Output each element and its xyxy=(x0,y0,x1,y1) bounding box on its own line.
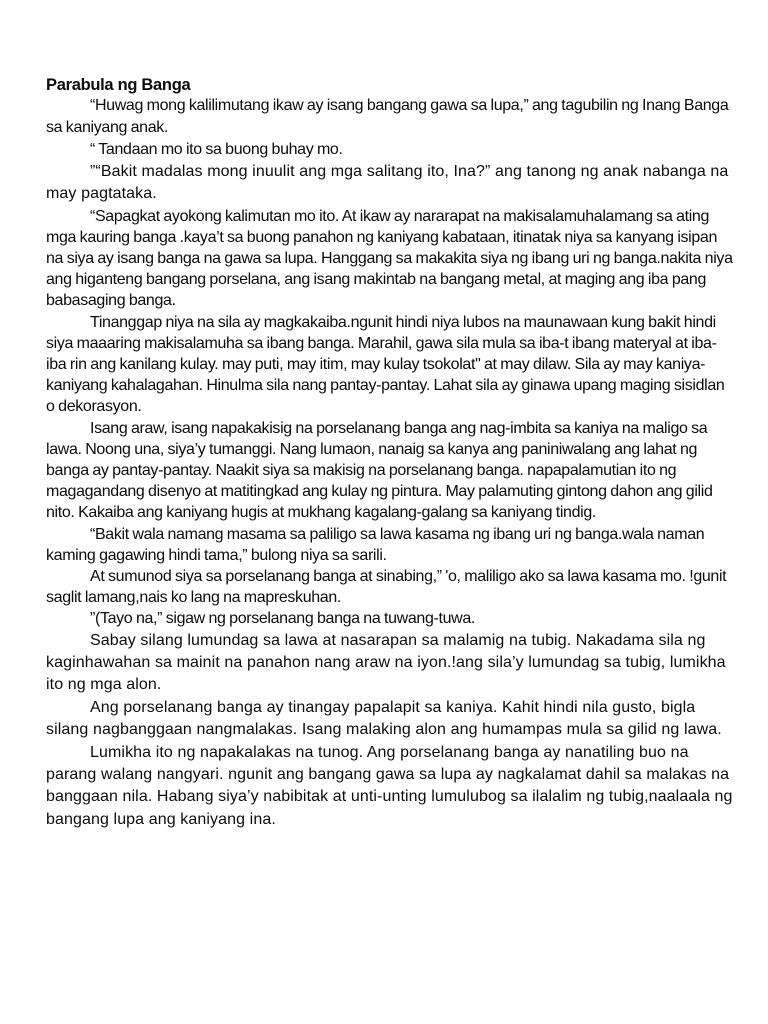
paragraph: ”(Tayo na,” sigaw ng porselanang banga na tuwang-tuwa. xyxy=(90,610,475,628)
paragraph: Tinanggap niya na sila ay magkakaiba.ngunit hindi niya lubos na maunawaan kung bakit hindi siya maaaring makisalamuha sa ibang banga. Marahil, gawa sila mula sa iba-t ibang materyal at iba-iba rin ang kanilang kulay. may puti, may itim, may kulay tsokolat" at may dilaw. Sila ay may kaniya-kaniyang kahalagahan. Hinulma sila nang pantay-pantay. Lahat sila ay ginawa upang maging sisidlan o dekorasyon. xyxy=(46,313,725,416)
paragraph: Ang porselanang banga ay tinangay papalapit sa kaniya. Kahit hindi nila gusto, bigla silang nagbanggaan nangmalakas. Isang malaking alon ang humampas mula sa gilid ng lawa. xyxy=(46,698,722,739)
document-page xyxy=(46,76,736,831)
paragraph: At sumunod siya sa porselanang banga at sinabing,” 'o, maliligo ako sa lawa kasama mo. !gunit saglit lamang,nais ko lang na mapreskuhan. xyxy=(46,567,727,607)
paragraph: ”“Bakit madalas mong inuulit ang mga salitang ito, Ina?” ang tanong ng anak nabanga na may pagtataka. xyxy=(46,162,729,203)
paragraph: “Sapagkat ayokong kalimutan mo ito. At ikaw ay nararapat na makisalamuhalamang sa ating mga kauring banga .kaya’t sa buong panahon ng kaniyang kabataan, itinatak niya sa kanyang isipan na siya ay isang banga na gawa sa lupa. Hanggang sa makakita siya ng ibang uri ng banga.nakita niya ang higanteng bangang porselana, ang isang makintab na bangang metal, at maging ang iba pang babasaging banga. xyxy=(46,207,733,310)
paragraph: Isang araw, isang napakakisig na porselanang banga ang nag-imbita sa kaniya na maligo sa lawa. Noong una, siya’y tumanggi. Nang lumaon, nanaig sa kanya ang paniniwalang ang lahat ng banga ay pantay-pantay. Naakit siya sa makisig na porselanang banga. napapalamutian ito ng magagandang disenyo at matitingkad ang kulay ng pintura. May palamuting gintong dahon ang gilid nito. Kakaiba ang kaniyang hugis at mukhang kagalang-galang sa kaniyang tindig. xyxy=(46,419,713,522)
paragraph: Sabay silang lumundag sa lawa at nasarapan sa malamig na tubig. Nakadama sila ng kaginhawahan sa mainit na panahon nang araw na iyon.!ang sila’y lumundag sa tubig, lumikha ito ng mga alon. xyxy=(46,631,726,694)
paragraph: “ Tandaan mo ito sa buong buhay mo. xyxy=(90,140,343,158)
paragraph: Lumikha ito ng napakalakas na tunog. Ang porselanang banga ay nanatiling buo na parang walang nangyari. ngunit ang bangang gawa sa lupa ay nagkalamat dahil sa malakas na banggaan nila. Habang siya’y nabibitak at unti-unting lumulubog sa ilalalim ng tubig,naalaala ng bangang lupa ang kaniyang ina. xyxy=(46,743,733,828)
document-title: Parabula ng Banga xyxy=(46,76,191,94)
paragraph: “Bakit wala namang masama sa paliligo sa lawa kasama ng ibang uri ng banga.wala naman kaming gagawing hindi tama,” bulong niya sa sarili. xyxy=(46,525,705,564)
paragraph: “Huwag mong kalilimutang ikaw ay isang bangang gawa sa lupa,” ang tagubilin ng Inang Banga sa kaniyang anak. xyxy=(46,97,729,136)
